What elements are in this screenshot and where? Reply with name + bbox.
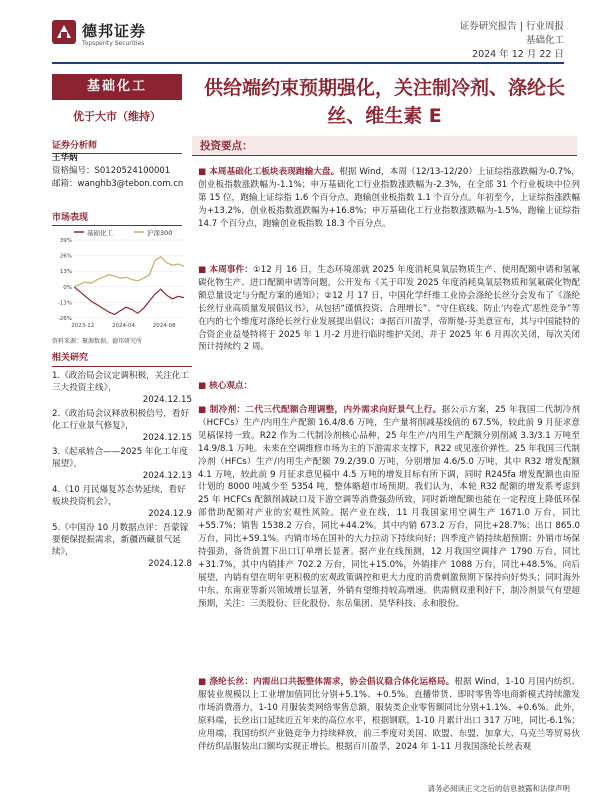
series-line: [74, 287, 184, 315]
related-section-title: 相关研究: [52, 352, 192, 367]
rating: 优于大市（维持）: [73, 110, 161, 123]
bullet-icon: ■: [198, 677, 210, 687]
legend-label: 沪深300: [147, 229, 173, 237]
x-tick-label: 2023-12: [71, 323, 95, 329]
report-type: 证券研究报告 | 行业周报: [459, 21, 564, 32]
y-tick-label: -13%: [57, 300, 72, 307]
bullet-icon: ■: [198, 381, 210, 391]
series-line: [74, 257, 184, 287]
report-date: 2024 年 12 月 22 日: [472, 49, 564, 60]
footer-disclaimer[interactable]: 请务必阅读正文之后的信息披露和法律声明: [427, 784, 570, 793]
bullet-icon: ■: [198, 405, 210, 415]
paragraph-weekly-performance: ■ 本周基础化工板块表现跑输大盘。根据 Wind，本周（12/13-12/20）上证综指涨跌幅为-0.7%，创业板指数涨跌幅为-1.1%；申万基础化工行业指数涨跌幅为-2.3%，在全部 31 个行业板块中位列第 15 位，跑输上证综指 1.6 个百分点，跑输创业板指数 1.1 个百分点。年初至今，上证综指涨跌幅为+13.2%，创业板指数涨跌幅为+16.8%；申万基础化工行业指数涨跌幅为-1.5%，跑输上证综指 14.7 个百分点，跑输创业板指数 18.3 个百分点。: [198, 167, 580, 229]
related-item[interactable]: 2.《政治局会议释放积极信号，看好化工行业景气修复》， 2024.12.15: [52, 409, 192, 443]
paragraph-core-view-heading: ■ 核心观点：: [198, 381, 253, 391]
related-research: [52, 352, 192, 572]
report-title: 供给端约束预期强化，关注制冷剂、涤纶长丝、维生素 E: [203, 77, 565, 127]
bullet-icon: ■: [198, 265, 210, 275]
analyst-cert: 资格编号：S0120524100001: [52, 166, 171, 176]
brand-name-cn: 德邦证券: [82, 22, 147, 40]
report-meta: [460, 20, 564, 62]
related-item[interactable]: 5.《中国汾 10 月数据点评：吾蒙镓要便保提振需求，新疆西藏景气延续》， 2024.12.8: [52, 523, 192, 569]
y-tick-label: 0%: [63, 284, 72, 291]
brand-mark-icon: [52, 20, 76, 44]
analyst-section-title: 证券分析师: [52, 138, 182, 154]
market-performance-chart: [52, 226, 187, 334]
analyst-info: [52, 152, 192, 191]
paragraph-refrigerant: ■ 制冷剂：二代三代配额合理调整，内外需求向好景气上行。据公示方案，25 年我国二代制冷剂（HCFCs）生产/内用生产配额 16.4/8.6 万吨，生产量将削减基线值的 67.5%，较此前 9 月征求意见稿保持一致。R22 作为二代制冷剂核心品种，25 年生产/内用生产配额分别削减 3.3/3.1 万吨至 14.9/8.1 万吨。未来在空调维修市场为主的下游需求支撑下，R22 或见涨价弹性。25 年我国三代制冷剂（HFCs）生产/内用生产配额 79.2/39.0 万吨，分别增加 4.6/5.0 万吨，其中 R32 增发配额 4.1 万吨，较此前 9 月征求意见稿中 4.5 万吨的增发目标有所下调，同时 R245fa 增发配额也由原计划的 8000 吨减少至 5354 吨，整体略超市场预期。我们认为，本轮 R32 配额的增发系考虑到 25 年 HCFCs 配额削减缺口及下游空调等消费强劲所致，同时新增配额也能在一定程度上降低环保部借助配额对产业的宏观性风险。据产业在线，11 月我国家用空调生产 1671.0 万台，同比+55.7%；销售 1538.2 万台，同比+44.2%。其中内销 673.2 万台，同比+28.7%；出口 865.0 万台，同比+59.1%。内销市场在国补的大力拉动下持续向好；四季度产销持续超预期；外销市场保持强劲，备货前置下出口订单增长显著。据产业在线预测，12 月我国空调排产 1790 万台，同比+31.7%，其中内销排产 702.2 万台，同比+15.0%，外销排产 1088 万台，同比+48.5%。向后展望，内销有望在明年更积极的宏观政策调控和更大力度的消费刺激预期下保持向好势头；同时海外中东、东南亚等新兴领域增长显著，外销有望维持较高增速。供需侧双重利好下，制冷剂景气有望超预期，关注：三美股份、巨化股份、东岳集团、昊华科技、永和股份。: [198, 405, 580, 609]
analyst-email[interactable]: 邮箱：wanghb3@tebon.com.cn: [52, 179, 184, 189]
x-tick-label: 2024-04: [112, 323, 135, 329]
brand-logo: [52, 20, 172, 46]
y-tick-label: -26%: [57, 316, 72, 322]
key-points-heading: 投资要点：: [192, 136, 577, 156]
sector-label: 基础化工: [52, 74, 182, 100]
y-tick-label: 13%: [59, 269, 72, 276]
header-divider: [52, 62, 564, 64]
y-tick-label: 39%: [59, 238, 72, 244]
related-item[interactable]: 3.《起承转合——2025 年化工年度展望》， 2024.12.13: [52, 447, 192, 481]
report-sector: 基础化工: [525, 35, 564, 46]
x-tick-label: 2024-08: [152, 323, 176, 329]
paragraph-weekly-events: ■ 本周事件：①12 月 16 日，生态环境部就 2025 年度消耗臭氧层物质生产、使用配额申请和氢氟碳化物生产、进口配额申请等问题，公开发布《关于印发 2025 年度消耗臭氧层物质和氢氟碳化物配额总量设定与分配方案的通知》；②12 月 17 日，中国化学纤维工业协会涤纶长丝分会发布了《涤纶长丝行业高质量发展倡议书》，从包括“谨慎投资、合理增长”、“守住底线、防止‘内卷式’恶性竞争”等在内的七个维度对涤纶长丝行业发展提出倡议；③据百川盈孚，帝斯曼-芬美意宣布，其与中国能特的合资企业益曼特将于 2025 年 1 月-2 月进行临时维护关闭，并于 2025 年 6 月再次关闭，每次关闭预计持续约 2 周。: [198, 265, 580, 353]
y-tick-label: 26%: [59, 253, 72, 260]
analyst-name: 王华炳: [52, 153, 78, 163]
brand-name-en: Topsperity Securities: [82, 40, 145, 47]
related-item[interactable]: 4.《10 月民爆复苏态势延续，看好板块投资机会》， 2024.12.9: [52, 485, 192, 519]
chart-source: 资料来源：聚源数据，德邦研究所: [52, 338, 143, 345]
market-section-title: 市场表现: [52, 210, 182, 226]
paragraph-polyester: ■ 涤纶长丝：内需出口共振整体需求，协会倡议稳合体化运格局。根据 Wind，1-10 月国内纺织、服装业规模以上工业增加值同比分别+5.1%、+0.5%。直播带货、即时零售等电商新模式持续激发市场消费潜力，1-10 月服装类网络零售总额，服装类企业零售额同比分别+1.1%、+0.6%。此外，原料端，长丝出口延续近五年来的高位水平，根据钢联，1-10 月累计出口 317 万吨，同比-6.1%；应用端，我国纺织产业链竞争力持续释放，前三季度对美国、欧盟、东盟、加拿大、乌克兰等贸易伙伴纺织品服装出口额均实现正增长。根据百川盈孚，2024 年 1-11 月我国涤纶长丝表观: [198, 677, 580, 752]
legend-label: 基础化工: [87, 229, 113, 237]
bullet-icon: ■: [198, 167, 210, 177]
related-item[interactable]: 1.《政治局会议定调积极，关注化工三大投资主线》， 2024.12.15: [52, 371, 192, 405]
